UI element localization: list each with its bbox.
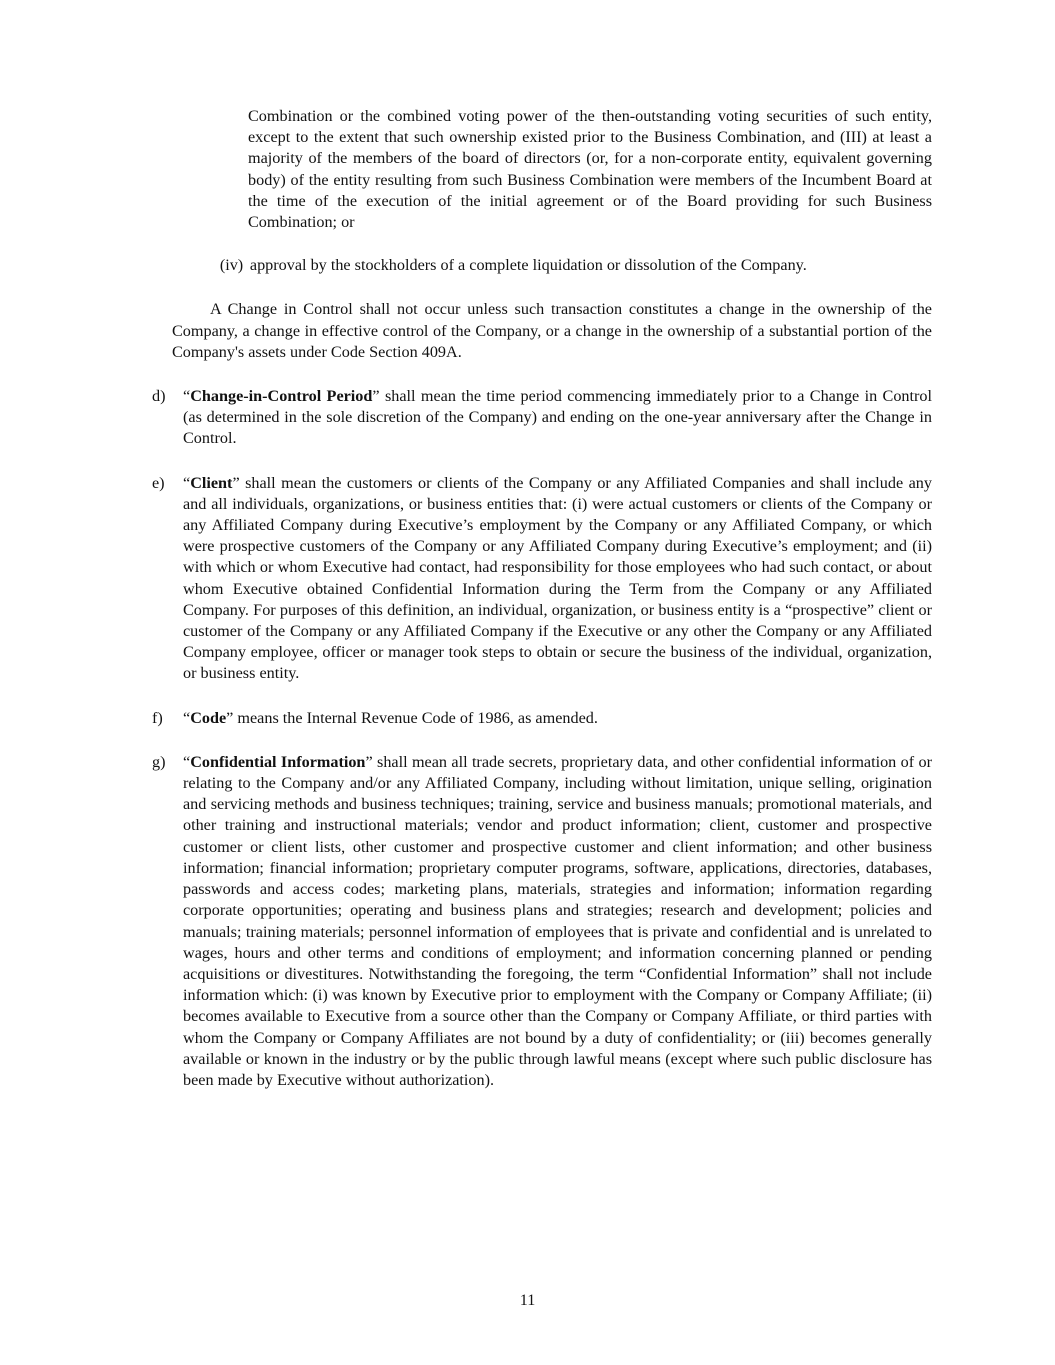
definition-marker-g: g) — [152, 752, 166, 771]
roman-item-iv-text: approval by the stockholders of a complete liquidation or dissolution of the Company. — [249, 256, 807, 275]
quote-close-e: ” — [232, 473, 240, 492]
definition-text-g: shall mean all trade secrets, proprietary data, and other confidential information of or relating to the Company and/or any Affiliated Company, including without limitation, unique selling, origination and servicing methods and business techniques; training, service and business manuals; promotional materials, and other training and instructional materials; vendor and product information; client, customer and prospective customer or client lists, other customer and prospective customer and client information; and other business information; financial information; proprietary computer programs, software, applications, directories, databases, passwords and access codes; marketing plans, materials, strategies and information; information regarding corporate opportunities; operating and business plans and strategies; research and development; policies and manuals; training materials; personnel information of employees that is private and confidential and is unrelated to wages, hours and other terms and conditions of employment; and information concerning planned or pending acquisitions or divestitures. Notwithstanding the foregoing, the term “Confidential Information” shall not include information which: (i) was known by Executive prior to employment with the Company or Company Affiliate; (ii) becomes available to Executive from a source other than the Company or Company Affiliate, or third parties with whom the Company or Company Affiliates are not bound by a duty of confidentiality; or (iii) becomes generally available or known in the industry or by the public through lawful means (except where such public disclosure has been made by Executive without authorization). — [183, 752, 932, 1089]
definition-item-f — [152, 708, 932, 729]
quote-open-e: “ — [183, 473, 191, 492]
definition-term-g: Confidential Information — [190, 752, 366, 771]
quote-close-f: ” — [226, 708, 234, 727]
definition-text-e: shall mean the customers or clients of the Company or any Affiliated Companies and shall include any and all individuals, organizations, or business entities that: (i) were actual customers or clients of the Company or any Affiliated Company during Executive’s employment by the Company or any Affiliated Company, or which were prospective customers of the Company or any Affiliated Company during Executive’s employment; and (ii) with which or whom Executive had contact, had responsibility for those employees who had such contact, or about whom Executive obtained Confidential Information during the Term from the Company or any Affiliated Company. For purposes of this definition, an individual, organization, or business entity is a “prospective” client or customer of the Company or any Affiliated Company if the Executive or any other the Company or any Affiliated Company employee, officer or manager took steps to obtain or secure the business of the individual, organization, or business entity. — [183, 473, 932, 683]
quote-close-g: ” — [365, 752, 373, 771]
roman-item-iv-marker: (iv) — [219, 256, 244, 275]
definition-item-d — [152, 386, 932, 450]
quote-close-d: ” — [372, 387, 380, 406]
definition-term-wrap-f — [183, 709, 233, 727]
quote-open-f: “ — [183, 708, 191, 727]
definition-marker-e: e) — [152, 473, 165, 492]
definition-text-d: shall mean the time period commencing immediately prior to a Change in Control (as determined in the sole discretion of the Company) and ending on the one-year anniversary after the Change in Control. — [183, 387, 932, 448]
definition-term-wrap-e — [183, 474, 240, 492]
definition-item-e — [152, 473, 932, 685]
definition-term-wrap-g — [183, 753, 373, 771]
roman-item-iv — [220, 255, 932, 276]
definition-text-f: means the Internal Revenue Code of 1986, as amended. — [233, 708, 598, 727]
quote-open-g: “ — [183, 752, 191, 771]
change-in-control-note: A Change in Control shall not occur unless such transaction constitutes a change in the ownership of the Company, a change in effective control of the Company, or a change in the ownership of a substantial portion of the Company's assets under Code Section 409A. — [172, 300, 932, 361]
definition-marker-d: d) — [152, 387, 166, 406]
definition-marker-f: f) — [152, 708, 163, 727]
page-number: 11 — [519, 1291, 536, 1309]
quote-open-d: “ — [183, 387, 191, 406]
definition-term-f: Code — [190, 708, 227, 727]
definition-term-wrap-d — [183, 387, 380, 405]
definition-term-e: Client — [190, 473, 233, 492]
continuation-paragraph: Combination or the combined voting power of the then-outstanding voting securities of such entity, except to the extent that such ownership existed prior to the Business Combination, and (III) at least a majority of the members of the board of directors (or, for a non-corporate entity, equivalent governing body) of the entity resulting from such Business Combination were members of the Incumbent Board at the time of the execution of the initial agreement or of the Board providing for such Business Combination; or — [248, 107, 932, 232]
definition-item-g — [152, 752, 932, 1091]
definition-term-d: Change-in-Control Period — [190, 387, 373, 406]
